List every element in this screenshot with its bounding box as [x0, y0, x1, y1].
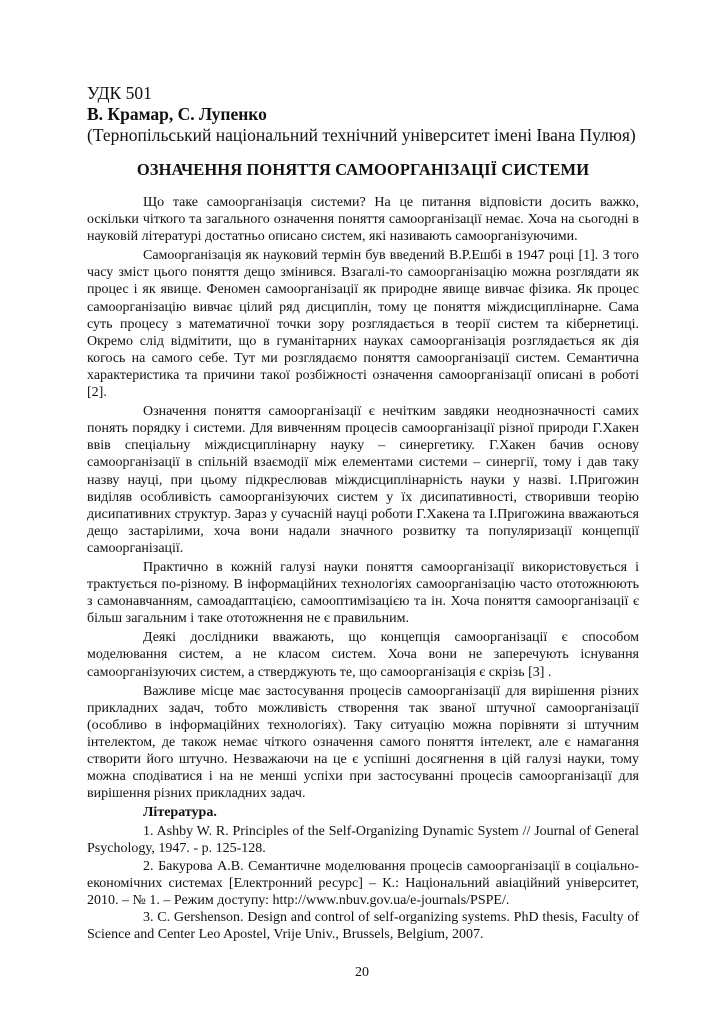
- paragraph: Самоорганізація як науковий термін був введений В.Р.Ешбі в 1947 році [1]. З того часу зміст цього поняття дещо змінився. Взагалі-то самоорганізацію можна розглядати як процес і як явище. Феномен самоорганізації як природне явище вивчає фізика. Як процес самоорганізацію вивчає цілий ряд дисциплін, тому це поняття міждисциплінарне. Сама суть процесу з математичної точки зору розглядається в теорії систем та кібернетиці. Окремо слід відмітити, що в гуманітарних науках самоорганізація розглядається як дія когось на самого себе. Тут ми розглядаємо поняття самоорганізації систем. Семантична характеристика та причини такої розбіжності означення самоорганізації описані в роботі [2].: [87, 248, 639, 401]
- reference-item: 1. Ashby W. R. Principles of the Self-Organizing Dynamic System // Journal of General Psychology, 1947. - p. 125-128.: [87, 824, 639, 857]
- affiliation: (Тернопільський національний технічний університет імені Івана Пулюя): [87, 125, 636, 145]
- paragraph: Означення поняття самоорганізації є нечітким завдяки неоднозначності самих понять порядку і системи. Для вивченням процесів самоорганізації різної природи Г.Хакен ввів спеціальну міждисциплінарну науку – синергетику. Г.Хакен бачив основу самоорганізації в спільній взаємодії між елементами системи – синергії, тому і дав таку назву науці, при цьому підкреслював міждисциплінарність науки у назві. І.Пригожин виділяв особливість самоорганізуючих систем у їх дисипативності, створивши теорію дисипативних структур. Зараз у сучасній науці роботи Г.Хакена та І.Пригожина вважаються дещо застарілими, хоча вони надали значного розвитку та популяризації концепції самоорганізації.: [87, 404, 639, 556]
- reference-item: 2. Бакурова А.В. Семантичне моделювання процесів самоорганізації в соціально-економічних системах [Електронний ресурс] – К.: Національний авіаційний університет, 2010. – № 1. – Режим доступу: http://www.nbuv.gov.ua/e-journals/PSPE/.: [87, 858, 639, 908]
- article-body: [87, 194, 639, 943]
- paragraph: Що таке самоорганізація системи? На це питання відповісти досить важко, оскільки чіткого та загального означення поняття самоорганізації немає. Хоча на сьогодні в науковій літературі достатньо описано систем, які називають самоорганізуючими.: [87, 195, 639, 245]
- article-title: ОЗНАЧЕННЯ ПОНЯТТЯ САМООРГАНІЗАЦІЇ СИСТЕМИ: [136, 160, 590, 179]
- udk-code: УДК 501: [87, 83, 152, 103]
- article-header: [87, 83, 687, 146]
- page-number: 20: [355, 965, 369, 980]
- references-heading: Література.: [143, 805, 217, 821]
- paragraph: Практично в кожній галузі науки поняття самоорганізації використовується і трактується по-різному. В інформаційних технологіях самоорганізацію часто ототожнюють з самонавчанням, самоадаптацією, самооптимізацією та ін. Хоча поняття самоорганізації є більш загальним і таке ототожнення не є правильним.: [87, 559, 639, 627]
- paragraph: Деякі дослідники вважають, що концепція самоорганізації є способом моделювання систем, а не класом систем. Хоча вони не заперечують існування самоорганізуючих систем, а стверджують те, що самоорганізація є скрізь [3] .: [87, 630, 639, 680]
- reference-item: 3. C. Gershenson. Design and control of self-organizing systems. PhD thesis, Faculty of Science and Center Leo Apostel, Vrije Univ., Brussels, Belgium, 2007.: [87, 909, 639, 942]
- paragraph: Важливе місце має застосування процесів самоорганізації для вирішення різних прикладних задач, тобто можливість створення так званої штучної самоорганізації (особливо в інформаційних технологіях). Таку ситуацію можна порівняти зі штучним інтелектом, де також немає чіткого означення самого поняття інтелект, але є намагання створити його штучно. Незважаючи на це є успішні досягнення в цій галузі науки, тому можна сподіватися і на не менші успіхи при застосуванні процесів самоорганізації для вирішення різних прикладних задач.: [87, 683, 639, 802]
- authors: В. Крамар, С. Лупенко: [87, 104, 267, 124]
